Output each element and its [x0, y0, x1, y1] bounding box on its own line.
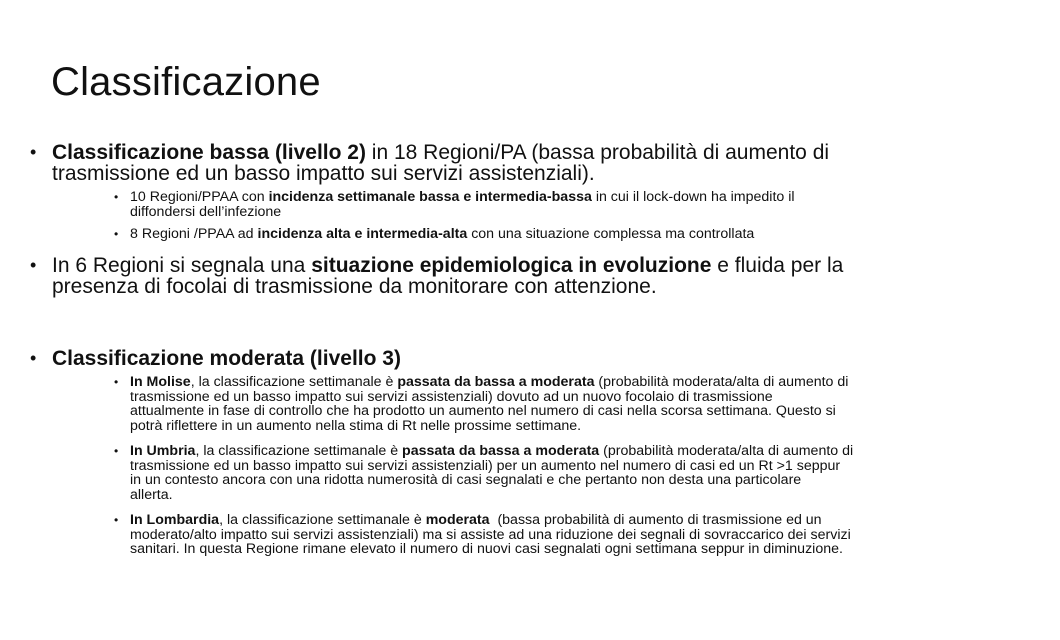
text-line: [52, 163, 829, 184]
bold-text: passata da bassa a moderata: [402, 443, 600, 459]
region-name: In Lombardia: [130, 512, 220, 528]
subbullet-molise: [114, 374, 849, 434]
text-line: trasmissione ed un basso impatto sui servizi assistenziali) per un aumento nel numero di casi ed un Rt >1 seppur: [130, 457, 841, 474]
bold-text: Classificazione bassa (livello 2): [52, 141, 366, 164]
bullet-icon: •: [30, 348, 37, 368]
bullet-classificazione-bassa: [30, 141, 830, 185]
text-line: trasmissione ed un basso impatto sui servizi assistenziali) dovuto ad un nuovo focolaio di trasmissione: [130, 388, 773, 405]
bullet-6-regioni: [30, 254, 844, 298]
slide-title: Classificazione: [51, 60, 321, 104]
region-name: In Umbria: [130, 443, 196, 459]
subbullet-umbria: [114, 443, 854, 503]
subbullet-8-regioni: [114, 226, 755, 242]
bullet-icon: •: [114, 190, 119, 204]
text: , la classificazione settimanale è: [195, 443, 403, 459]
bullet-icon: •: [114, 375, 119, 389]
region-name: In Molise: [130, 374, 191, 390]
text-line: [52, 348, 401, 369]
text: , la classificazione settimanale è: [190, 374, 398, 390]
bold-text: moderata: [425, 512, 490, 528]
text: trasmissione ed un basso impatto sui servizi assistenziali).: [52, 162, 595, 185]
text: (bassa probabilità di aumento di trasmissione ed un: [489, 512, 822, 528]
bold-text: situazione epidemiologica in evoluzione: [311, 254, 712, 277]
bold-text: incidenza alta e intermedia-alta: [257, 226, 468, 242]
bold-text: incidenza settimanale bassa e intermedia-bassa: [268, 189, 592, 205]
bullet-icon: •: [114, 227, 119, 241]
text-line: [52, 276, 843, 297]
text-line: [130, 205, 795, 220]
text-line: [130, 227, 754, 242]
text-line: in un contesto ancora con una ridotta numerosità di casi segnalati e che pertanto non desta una particolare: [130, 472, 802, 488]
bold-text: passata da bassa a moderata: [397, 374, 595, 390]
text-line: [130, 190, 795, 205]
text-line: [52, 142, 829, 163]
text: In 6 Regioni si segnala una: [52, 254, 312, 277]
text: (probabilità moderata/alta di aumento di: [599, 443, 854, 459]
text: 10 Regioni/PPAA con: [130, 189, 269, 205]
bullet-icon: •: [30, 142, 37, 162]
text: , la classificazione settimanale è: [219, 512, 426, 528]
text-line: [52, 255, 843, 276]
text-line: allerta.: [130, 486, 173, 503]
bullet-icon: •: [114, 513, 119, 527]
text: con una situazione complessa ma controllata: [467, 226, 755, 242]
text-line: [130, 513, 851, 528]
text-line: [130, 375, 848, 390]
text: diffondersi dell’infezione: [130, 203, 282, 220]
text-line: attualmente in fase di controllo che ha prodotto un aumento nel numero di casi nella scorsa settimana. Questo si: [130, 403, 836, 419]
text: presenza di focolai di trasmissione da monitorare con attenzione.: [52, 275, 657, 298]
text-line: [130, 444, 853, 459]
text: in cui il lock-down ha impedito il: [591, 189, 795, 205]
subbullet-10-regioni: [114, 189, 795, 220]
bullet-classificazione-moderata: [30, 347, 401, 370]
section-heading: Classificazione moderata (livello 3): [52, 347, 401, 370]
subbullet-lombardia: [114, 512, 851, 557]
text-line: moderato/alto impatto sui servizi assistenziali) ma si assiste ad una riduzione dei segnali di sovraccarico dei servizi: [130, 526, 851, 543]
text: e fluida per la: [711, 254, 844, 277]
text: 8 Regioni /PPAA ad: [130, 226, 258, 242]
bullet-icon: •: [30, 255, 37, 275]
text-line: potrà riflettere in un aumento nella stima di Rt nelle prossime settimane.: [130, 417, 582, 434]
text-line: sanitari. In questa Regione rimane elevato il numero di nuovi casi segnalati ogni settimana seppur in diminuzione.: [130, 541, 843, 557]
text: in 18 Regioni/PA (bassa probabilità di aumento di: [365, 141, 830, 164]
bullet-icon: •: [114, 444, 119, 458]
text: (probabilità moderata/alta di aumento di: [594, 374, 849, 390]
